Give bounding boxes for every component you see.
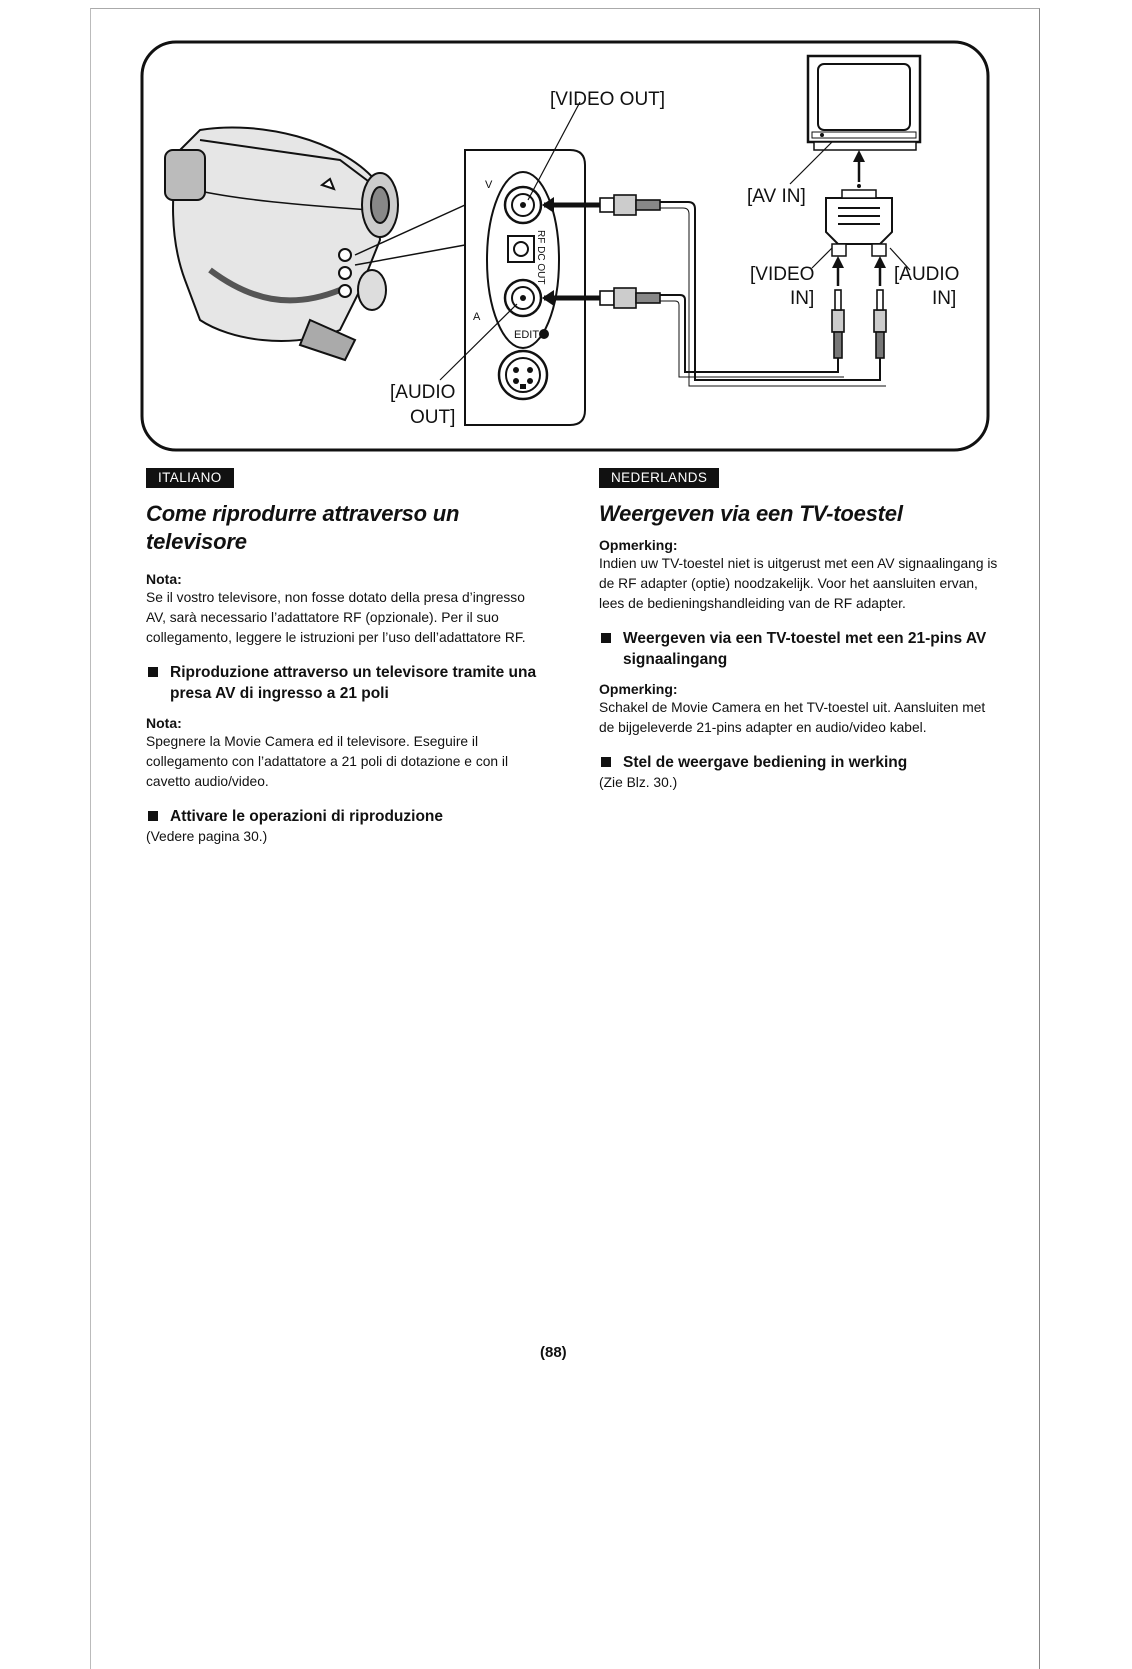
subheading-21pin — [146, 662, 546, 704]
square-bullet-icon — [601, 633, 611, 643]
note-text: Indien uw TV-toestel niet is uitgerust met een AV signaalingang is de RF adapter (optie) noodzakelijk. Voor het aansluiten ervan, lees de bedieningshandleiding van de RF adapter. — [599, 556, 998, 611]
tv-illustration — [808, 56, 920, 150]
square-bullet-icon — [148, 667, 158, 677]
edit-label: EDIT — [514, 329, 540, 341]
page-reference: (Vedere pagina 30.) — [146, 829, 268, 844]
note-text: Se il vostro televisore, non fosse dotato della presa d’ingresso AV, sarà necessario l’adattatore RF (opzionale). Per il suo collegamento, leggere le istruzioni per l’uso dell’adattatore RF. — [146, 590, 526, 645]
audio-out-label-2: OUT] — [410, 407, 456, 428]
note-text: Spegnere la Movie Camera ed il televisore. Eseguire il collegamento con l’adattatore a 21 poli di dotazione e con il cavetto audio/video. — [146, 734, 509, 789]
video-in-label-2: IN] — [790, 288, 815, 309]
section-title-line2: televisore — [146, 529, 247, 554]
camcorder-illustration — [165, 127, 398, 360]
audio-in-label-1: [AUDIO — [894, 264, 960, 285]
subheading-text: Attivare le operazioni di riproduzione — [170, 808, 444, 825]
note-label: Opmerking: — [599, 681, 678, 697]
section-title — [146, 500, 546, 556]
dutch-column — [599, 500, 999, 803]
video-out-label: [VIDEO OUT] — [550, 89, 666, 110]
subheading-playback — [146, 806, 546, 827]
page-reference: (Zie Blz. 30.) — [599, 775, 678, 790]
jack-panel — [465, 150, 585, 425]
subheading-text: Weergeven via een TV-toestel met een 21-pins AV signaalingang — [623, 630, 987, 668]
av-in-label: [AV IN] — [747, 186, 806, 207]
subheading-21pin — [599, 628, 999, 670]
video-in-label-1: [VIDEO — [750, 264, 815, 285]
v-label: V — [485, 179, 493, 191]
scart-adapter — [826, 184, 892, 256]
language-tag-nederlands: NEDERLANDS — [599, 468, 719, 488]
note-label: Nota: — [146, 571, 182, 587]
section-title: Weergeven via een TV-toestel — [599, 501, 903, 526]
note-label: Opmerking: — [599, 537, 678, 553]
note-text: Schakel de Movie Camera en het TV-toestel uit. Aansluiten met de bijgeleverde 21-pins adapter en audio/video kabel. — [599, 700, 986, 735]
rf-dc-out-label: RF DC OUT — [535, 230, 546, 285]
subheading-text: Riproduzione attraverso un televisore tramite una presa AV di ingresso a 21 poli — [170, 664, 537, 702]
square-bullet-icon — [601, 757, 611, 767]
note-label: Nota: — [146, 715, 182, 731]
square-bullet-icon — [148, 811, 158, 821]
italian-column — [146, 500, 546, 857]
page-number: (88) — [540, 1344, 567, 1361]
subheading-text: Stel de weergave bediening in werking — [623, 754, 908, 771]
language-tag-italiano: ITALIANO — [146, 468, 234, 488]
a-label: A — [473, 311, 481, 323]
audio-in-label-2: IN] — [932, 288, 957, 309]
section-title-line1: Come riprodurre attraverso un — [146, 501, 460, 526]
audio-out-label-1: [AUDIO — [390, 382, 456, 403]
connection-diagram — [140, 40, 992, 454]
subheading-playback — [599, 752, 999, 773]
